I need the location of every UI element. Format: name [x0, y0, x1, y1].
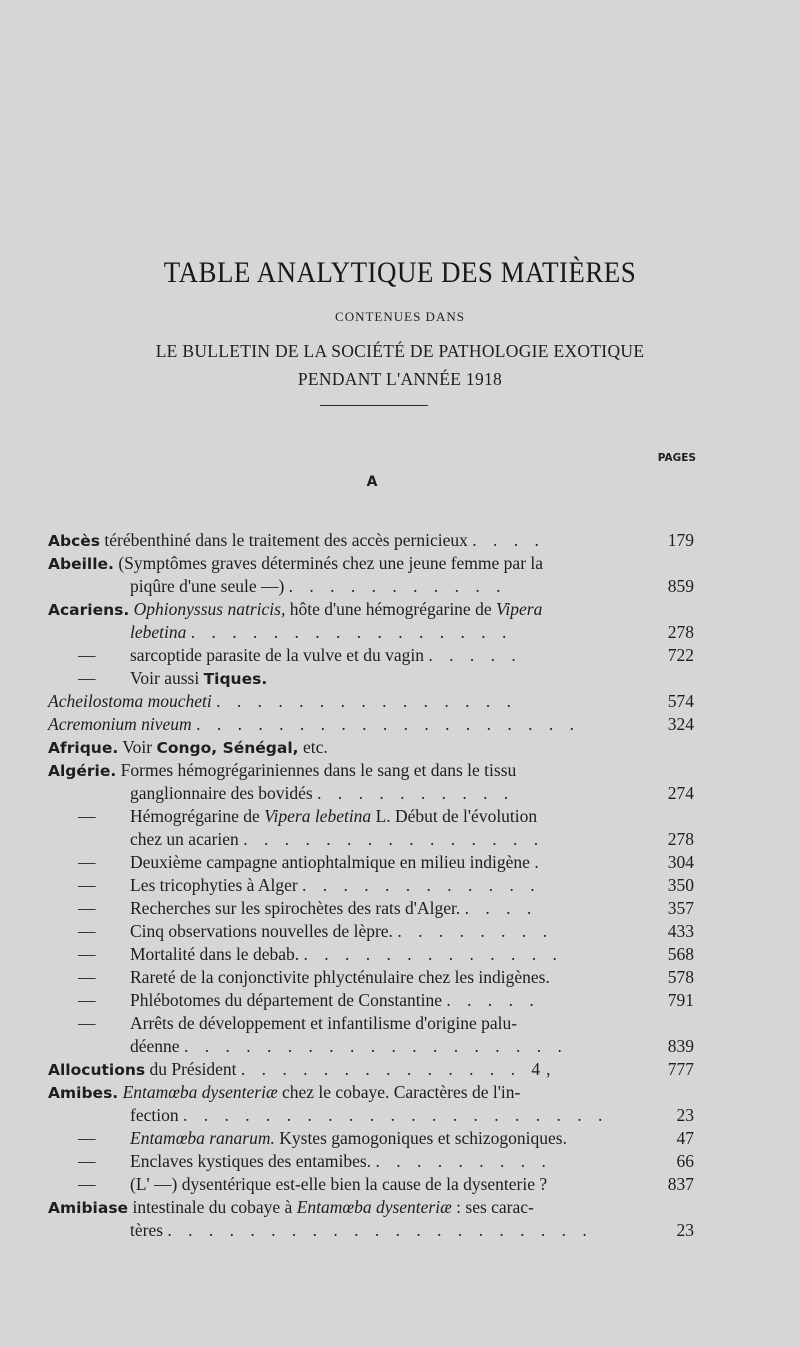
entry-text [48, 529, 545, 552]
entry-keyword: Tiques. [203, 670, 268, 688]
subtitle-year: PENDANT L'ANNÉE 1918 [297, 369, 503, 389]
entry-fragment: : ses carac- [451, 1197, 534, 1217]
entry-text [48, 805, 537, 827]
entry-page-number: 568 [667, 944, 694, 964]
index-entry [48, 736, 694, 758]
entry-text [48, 828, 544, 850]
entry-text [48, 1012, 517, 1034]
entry-page-number: 791 [667, 990, 694, 1010]
entry-keyword: Abeille. [48, 555, 114, 573]
entry-dash: — [78, 1013, 96, 1033]
entry-fragment: Rareté de la conjonctivite phlycténulaire chez les indigènes. [130, 967, 550, 987]
entry-fragment: Phlébotomes du département de Constantine [130, 990, 443, 1010]
index-entry [48, 1173, 694, 1195]
entry-text [48, 1035, 568, 1057]
entry-page-number: 278 [667, 622, 694, 642]
index-entry [48, 552, 694, 574]
index-entry [48, 1150, 694, 1172]
subtitle-bulletin: LE BULLETIN DE LA SOCIÉTÉ DE PATHOLOGIE EXOTIQUE [155, 341, 645, 361]
index-entry [48, 851, 694, 873]
entry-fragment: Cinq observations nouvelles de lèpre. [130, 921, 393, 941]
entry-keyword: Congo, Sénégal, [156, 739, 299, 757]
entry-leader: . . . . . . . . . . . . . . . [216, 691, 518, 711]
entry-fragment: intestinale du cobaye à [128, 1197, 297, 1217]
index-entry [48, 644, 694, 666]
entry-page-number: 324 [667, 714, 694, 734]
entry-text [48, 1104, 608, 1126]
index-entry [48, 805, 694, 827]
entry-text [48, 759, 516, 782]
index-entry [48, 966, 694, 988]
entry-fragment: ganglionnaire des bovidés [130, 783, 313, 803]
entry-leader: . . . . . [446, 990, 540, 1010]
index-entry [48, 690, 694, 712]
entry-text [48, 897, 537, 919]
entry-text [48, 966, 550, 988]
entry-italic: Vipera [495, 599, 543, 619]
index-entry [48, 1219, 694, 1241]
index-entry [48, 598, 694, 620]
entry-dash: — [78, 1128, 96, 1148]
entry-dash: — [78, 668, 96, 688]
entry-dash: — [78, 875, 96, 895]
index-entry [48, 897, 694, 919]
entry-dash: — [78, 921, 96, 941]
entry-text [48, 1173, 547, 1195]
entry-page-number: 859 [667, 576, 694, 596]
index-entry [48, 782, 694, 804]
entry-fragment: etc. [298, 737, 328, 757]
entry-fragment: Mortalité dans le debab. [130, 944, 300, 964]
index-entry [48, 1081, 694, 1103]
entry-leader: . . . . [472, 530, 545, 550]
index-entry [48, 1196, 694, 1218]
entry-fragment: (L' —) dysentérique est-elle bien la cause de la dysenterie ? [130, 1174, 548, 1194]
index-entry [48, 759, 694, 781]
entry-text [48, 851, 545, 873]
entry-fragment: Deuxième campagne antiophtalmique en milieu indigène [130, 852, 530, 872]
entry-italic: Acheilostoma moucheti [48, 691, 212, 711]
entry-leader: . . . . . . . . . . . . . . . . . . . [183, 1036, 568, 1056]
entry-text [48, 621, 512, 643]
entry-italic: Vipera lebetina [264, 806, 372, 826]
entry-leader: . . . . . . . . . . . . . . . . [190, 622, 513, 642]
entry-keyword: Afrique. [48, 739, 119, 757]
index-entry [48, 713, 694, 735]
entry-page-number: 304 [667, 852, 694, 872]
entry-fragment: du Président [145, 1059, 237, 1079]
entry-fragment: L. Début de l'évolution [371, 806, 538, 826]
entry-leader: . . . . . . . . . . . . . . 4, [240, 1059, 557, 1079]
index-entry [48, 920, 694, 942]
entry-dash: — [78, 1174, 96, 1194]
entry-keyword: Allocutions [48, 1061, 146, 1079]
entry-page-number: 578 [667, 967, 694, 987]
entry-italic: Acremonium niveum [48, 714, 192, 734]
index-entry [48, 1127, 694, 1149]
entry-fragment: fection [130, 1105, 179, 1125]
entry-fragment: piqûre d'une seule —) [130, 576, 285, 596]
index-entry [48, 943, 694, 965]
entry-page-number: 278 [667, 829, 694, 849]
entry-text [48, 943, 563, 965]
index-entry [48, 1058, 694, 1080]
entry-dash: — [78, 990, 96, 1010]
entry-text [48, 1219, 593, 1241]
entry-dash: — [78, 898, 96, 918]
entry-italic: Entamœba ranarum. [130, 1128, 275, 1148]
entry-page-number: 23 [676, 1220, 694, 1240]
entry-leader: . . . . . . . . [397, 921, 553, 941]
title-rule [320, 405, 428, 406]
index-entry [48, 828, 694, 850]
entry-dash: — [78, 944, 96, 964]
entry-italic: Entamœba dysenteriæ [296, 1197, 452, 1217]
entry-page-number: 574 [667, 691, 694, 711]
section-letter: A [366, 474, 378, 490]
subtitle-contained: CONTENUES DANS [335, 309, 465, 324]
entry-leader: . . . . . . . . . . [317, 783, 515, 803]
entry-fragment: hôte d'une hémogrégarine de [285, 599, 496, 619]
entry-text [48, 713, 580, 735]
entry-keyword: Amibes. [48, 1084, 119, 1102]
entry-fragment: Enclaves kystiques des entamibes. [130, 1151, 372, 1171]
entry-page-number: 839 [667, 1036, 694, 1056]
entry-fragment: chez le cobaye. Caractères de l'in- [277, 1082, 521, 1102]
entry-leader: . . . . . . . . . . . . [302, 875, 541, 895]
entry-dash: — [78, 1151, 96, 1171]
index-entry [48, 529, 694, 551]
entry-fragment: Kystes gamogoniques et schizogoniques. [274, 1128, 567, 1148]
entry-leader: . . . . [464, 898, 538, 918]
entry-dash: — [78, 852, 96, 872]
entry-page-number: 433 [667, 921, 694, 941]
entry-fragment: Recherches sur les spirochètes des rats d'Alger. [130, 898, 461, 918]
entry-page-number: 179 [667, 530, 694, 550]
entry-leader: . . . . . . . . . . . [288, 576, 507, 596]
entry-dash: — [78, 645, 96, 665]
entry-text [48, 598, 542, 621]
entry-keyword: Acariens. [48, 601, 130, 619]
index-entry [48, 667, 694, 689]
entry-dash: — [78, 967, 96, 987]
entry-text [48, 736, 328, 759]
entry-page-number: 777 [667, 1059, 694, 1079]
entry-leader: . . . . . . . . . . . . . . . . . . . . . [167, 1220, 593, 1240]
entry-text [48, 989, 540, 1011]
entry-fragment: Voir aussi [130, 668, 204, 688]
entry-leader: . . . . . . . . . . . . . [303, 944, 563, 964]
index-entry [48, 1104, 694, 1126]
entry-leader: . . . . . . . . . . . . . . . . . . . [196, 714, 580, 734]
entry-fragment: tères [130, 1220, 164, 1240]
entry-fragment: sarcoptide parasite de la vulve et du vagin [130, 645, 424, 665]
entry-keyword: Algérie. [48, 762, 117, 780]
entry-fragment: térébenthiné dans le traitement des accès pernicieux [100, 530, 468, 550]
entry-italic: lebetina [130, 622, 187, 642]
entry-text [48, 920, 553, 942]
entry-text [48, 1081, 520, 1104]
entry-text [48, 1058, 557, 1081]
pages-column-label: PAGES [657, 452, 696, 464]
entry-page-number: 357 [667, 898, 694, 918]
entry-page-number: 837 [667, 1174, 694, 1194]
entry-text [48, 552, 543, 575]
index-entry [48, 989, 694, 1011]
entry-text [48, 575, 507, 597]
entry-text [48, 667, 267, 690]
entry-leader: . . . . . . . . . . . . . . . . . . . . . [182, 1105, 609, 1125]
entry-keyword: Abcès [48, 532, 101, 550]
entry-page-number: 274 [667, 783, 694, 803]
entry-page-number: 23 [676, 1105, 694, 1125]
entry-text [48, 782, 514, 804]
entry-leader: . . . . . [428, 645, 522, 665]
entry-fragment: Les tricophyties à Alger [130, 875, 298, 895]
entry-text [48, 644, 522, 666]
entry-page-number: 66 [676, 1151, 694, 1171]
entry-fragment: Voir [118, 737, 157, 757]
entry-leader: . [534, 852, 545, 872]
entry-fragment: chez un acarien [130, 829, 239, 849]
entry-fragment: déenne [130, 1036, 180, 1056]
index-entry [48, 575, 694, 597]
entry-page-number: 350 [667, 875, 694, 895]
entry-keyword: Amibiase [48, 1199, 129, 1217]
entry-text [48, 1127, 567, 1149]
entry-leader: . . . . . . . . . . . . . . . [243, 829, 545, 849]
entry-text [48, 690, 517, 712]
entry-fragment: Formes hémogrégariniennes dans le sang et dans le tissu [116, 760, 517, 780]
entry-italic: Entamœba dysenteriæ [122, 1082, 278, 1102]
entry-fragment: Hémogrégarine de [130, 806, 265, 826]
entry-page-number: 722 [667, 645, 694, 665]
index-entry [48, 1012, 694, 1034]
entry-text [48, 1196, 534, 1219]
index-entry [48, 1035, 694, 1057]
entry-leader: . . . . . . . . . [375, 1151, 552, 1171]
entry-text [48, 874, 541, 896]
entry-fragment: Arrêts de développement et infantilisme d'origine palu- [130, 1013, 518, 1033]
index-entry [48, 621, 694, 643]
entry-dash: — [78, 806, 96, 826]
entry-italic: Ophionyssus natricis, [133, 599, 286, 619]
entry-page-number: 47 [676, 1128, 694, 1148]
entry-text [48, 1150, 552, 1172]
entry-fragment: (Symptômes graves déterminés chez une jeune femme par la [113, 553, 544, 573]
index-entry [48, 874, 694, 896]
page-title: TABLE ANALYTIQUE DES MATIÈRES [163, 256, 637, 289]
